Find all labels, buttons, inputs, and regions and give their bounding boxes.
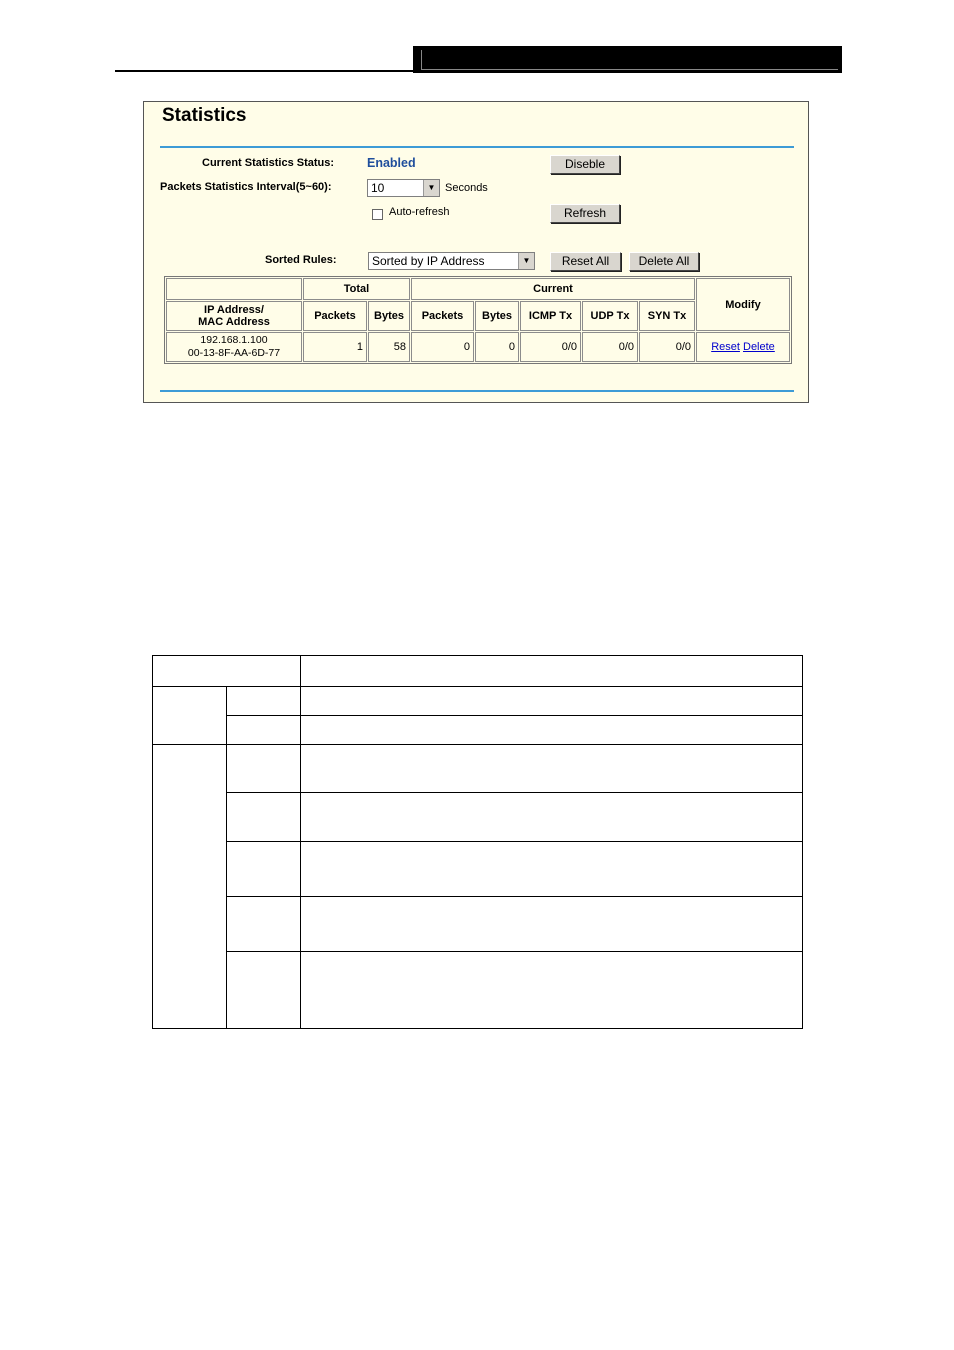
auto-refresh-checkbox[interactable] xyxy=(372,209,383,220)
description-table xyxy=(152,655,803,1029)
statistics-panel xyxy=(143,101,809,403)
doc-cell xyxy=(227,716,301,745)
current-packets-header: Packets xyxy=(411,301,474,331)
delete-all-button[interactable]: Delete All xyxy=(629,252,699,271)
total-bytes-header: Bytes xyxy=(368,301,410,331)
doc-cell xyxy=(301,745,803,793)
delete-link[interactable]: Delete xyxy=(743,341,775,353)
header-bar xyxy=(413,46,842,73)
page-title: Statistics xyxy=(162,105,247,126)
row-syn: 0/0 xyxy=(639,332,695,362)
doc-cell xyxy=(301,842,803,897)
doc-cell xyxy=(227,745,301,793)
doc-cell xyxy=(227,793,301,842)
ip-header: IP Address/ xyxy=(204,304,264,316)
doc-cell xyxy=(153,656,301,687)
reset-link[interactable]: Reset xyxy=(711,341,740,353)
row-modify xyxy=(696,332,790,362)
doc-cell xyxy=(227,952,301,1029)
dropdown-arrow-icon[interactable]: ▼ xyxy=(518,253,534,269)
doc-cell xyxy=(301,687,803,716)
corner-cell xyxy=(166,278,302,300)
statistics-table xyxy=(164,276,792,364)
status-value: Enabled xyxy=(367,156,416,170)
doc-cell xyxy=(227,687,301,716)
sorted-rules-label: Sorted Rules: xyxy=(265,254,337,266)
syn-header: SYN Tx xyxy=(639,301,695,331)
ip-mac-cell xyxy=(166,332,302,362)
row-icmp: 0/0 xyxy=(520,332,581,362)
current-group-header: Current xyxy=(411,278,695,300)
row-mac: 00-13-8F-AA-6D-77 xyxy=(187,347,281,359)
ip-mac-header xyxy=(166,301,302,331)
header-rule xyxy=(115,70,415,72)
doc-cell xyxy=(153,687,227,745)
interval-value: 10 xyxy=(371,181,385,195)
doc-cell xyxy=(301,716,803,745)
dropdown-arrow-icon[interactable]: ▼ xyxy=(423,180,439,196)
row-udp: 0/0 xyxy=(582,332,638,362)
udp-header: UDP Tx xyxy=(582,301,638,331)
doc-cell xyxy=(301,952,803,1029)
interval-label: Packets Statistics Interval(5~60): xyxy=(160,181,332,193)
status-label: Current Statistics Status: xyxy=(202,157,335,169)
refresh-button[interactable]: Refresh xyxy=(550,204,620,223)
disable-button[interactable]: Diseble xyxy=(550,155,620,174)
icmp-header: ICMP Tx xyxy=(520,301,581,331)
table-row xyxy=(166,332,790,362)
doc-cell xyxy=(153,745,227,1029)
row-total-bytes: 58 xyxy=(368,332,410,362)
mac-header: MAC Address xyxy=(198,316,270,328)
row-current-bytes: 0 xyxy=(475,332,519,362)
interval-select[interactable] xyxy=(367,179,440,197)
doc-cell xyxy=(301,793,803,842)
current-bytes-header: Bytes xyxy=(475,301,519,331)
sort-select[interactable] xyxy=(368,252,535,270)
doc-cell xyxy=(227,842,301,897)
reset-all-button[interactable]: Reset All xyxy=(550,252,621,271)
modify-header: Modify xyxy=(696,278,790,331)
interval-unit: Seconds xyxy=(445,182,488,194)
auto-refresh-label: Auto-refresh xyxy=(389,206,450,218)
doc-cell xyxy=(301,897,803,952)
row-ip: 192.168.1.100 xyxy=(200,334,268,346)
total-group-header: Total xyxy=(303,278,410,300)
row-current-packets: 0 xyxy=(411,332,474,362)
title-divider xyxy=(160,146,794,148)
doc-cell xyxy=(301,656,803,687)
sort-value: Sorted by IP Address xyxy=(372,254,485,268)
bottom-divider xyxy=(160,390,794,392)
doc-cell xyxy=(227,897,301,952)
total-packets-header: Packets xyxy=(303,301,367,331)
row-total-packets: 1 xyxy=(303,332,367,362)
